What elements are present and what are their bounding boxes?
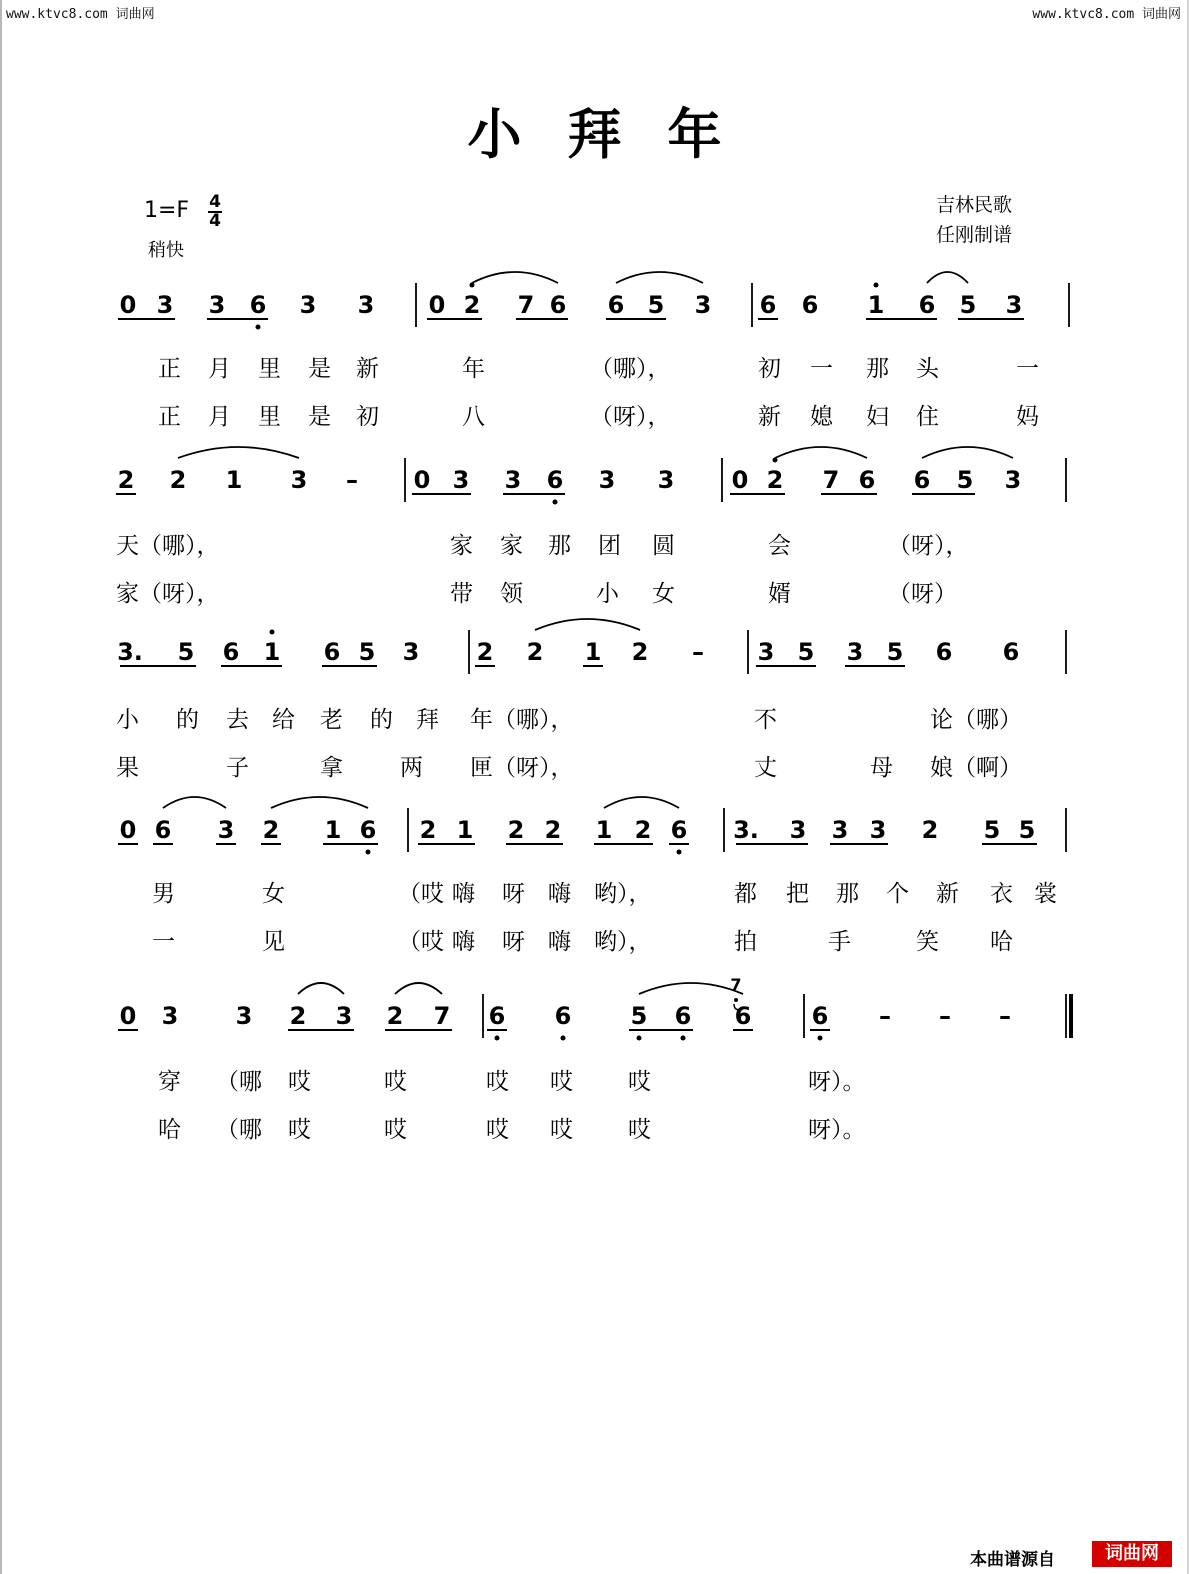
note: 2: [262, 816, 280, 844]
lyric-syllable: 呀: [502, 881, 525, 907]
lyric-syllable: 哎: [486, 1069, 509, 1095]
lyric-syllable: 哟），: [594, 881, 652, 907]
note: 3: [156, 291, 174, 319]
note: 2: [117, 466, 135, 494]
note: 6: [546, 466, 564, 494]
note: 3: [504, 466, 522, 494]
lyric-syllable: 家: [500, 533, 523, 559]
note: 0: [413, 466, 431, 494]
note: 2: [507, 816, 525, 844]
octave-dot-below: [495, 1036, 500, 1041]
lyric-syllable: 哎: [628, 1117, 651, 1143]
octave-dot-above: [470, 283, 475, 288]
note: 3: [757, 638, 775, 666]
octave-dot-above: [874, 283, 879, 288]
time-signature-top: 4: [209, 192, 221, 212]
lyric-syllable: 女: [262, 881, 285, 907]
octave-dot-below: [256, 325, 261, 330]
lyric-syllable: 娘（啊）: [930, 755, 1022, 781]
lyric-syllable: （哪: [216, 1069, 262, 1095]
note: 5: [630, 1002, 648, 1030]
note: 3: [831, 816, 849, 844]
note: 3: [598, 466, 616, 494]
slur: [163, 797, 226, 808]
lyric-syllable: 拍: [734, 929, 757, 955]
lyric-syllable: 女: [652, 581, 675, 607]
lyric-syllable: 给: [272, 707, 295, 733]
lyric-syllable: 住: [916, 404, 939, 430]
note: 6: [918, 291, 936, 319]
lyric-syllable: 一: [1016, 356, 1039, 382]
slur: [927, 272, 968, 283]
note: 5: [358, 638, 376, 666]
lyric-syllable: 哈: [158, 1117, 181, 1143]
note: 3: [694, 291, 712, 319]
octave-dot-below: [637, 1036, 642, 1041]
dash-note: –: [692, 638, 704, 666]
note: 2: [631, 638, 649, 666]
lyric-syllable: 一: [810, 356, 833, 382]
note: 6: [670, 816, 688, 844]
lyric-syllable: 那: [836, 881, 859, 907]
lyric-syllable: 果: [116, 755, 139, 781]
note: 3: [789, 816, 807, 844]
note: 6: [488, 1002, 506, 1030]
note: 3: [452, 466, 470, 494]
note: 6: [759, 291, 777, 319]
octave-dot-above: [773, 458, 778, 463]
note: 0: [731, 466, 749, 494]
note: 6: [249, 291, 267, 319]
lyric-syllable: 匣（呀），: [470, 755, 574, 781]
lyric-syllable: 老: [320, 707, 343, 733]
lyric-syllable: 小: [116, 707, 139, 733]
lyric-syllable: （呀），: [590, 404, 671, 430]
lyric-syllable: 哎: [628, 1069, 651, 1095]
lyric-syllable: 男: [152, 881, 175, 907]
credit-origin: 吉林民歌: [936, 194, 1013, 216]
note: 5: [1018, 816, 1036, 844]
note: 1: [595, 816, 613, 844]
lyric-syllable: 穿: [158, 1069, 181, 1095]
lyric-syllable: 团: [598, 533, 621, 559]
lyric-syllable: 哟），: [594, 929, 652, 955]
note: 6: [554, 1002, 572, 1030]
lyric-syllable: 八: [462, 404, 485, 430]
note: 1: [456, 816, 474, 844]
note: 3: [402, 638, 420, 666]
lyric-syllable: 衣: [990, 881, 1013, 907]
note: 1: [867, 291, 885, 319]
note: 6: [549, 291, 567, 319]
lyric-syllable: 嗨: [452, 929, 475, 955]
lyric-syllable: 那: [548, 533, 571, 559]
lyric-syllable: 不: [754, 707, 777, 733]
lyric-syllable: 丈: [754, 755, 777, 781]
note: 2: [766, 466, 784, 494]
lyric-syllable: 新: [758, 404, 781, 430]
note: 3: [1004, 466, 1022, 494]
note: 2: [526, 638, 544, 666]
note: 7: [433, 1002, 451, 1030]
lyric-syllable: 正: [158, 356, 181, 382]
time-signature-bottom: 4: [209, 211, 221, 231]
lyric-syllable: 婿: [768, 581, 791, 607]
note: 5: [177, 638, 195, 666]
lyric-syllable: 里: [258, 356, 281, 382]
note: 1: [584, 638, 602, 666]
lyric-syllable: 哎: [288, 1117, 311, 1143]
note: 5: [886, 638, 904, 666]
octave-dot-below: [553, 500, 558, 505]
lyric-syllable: 呀）。: [808, 1117, 866, 1143]
lyric-syllable: 圆: [652, 533, 675, 559]
lyric-syllable: （哎: [398, 929, 444, 955]
lyric-syllable: 哈: [990, 929, 1013, 955]
lyric-syllable: （哎: [398, 881, 444, 907]
octave-dot-above: [270, 630, 275, 635]
lyric-syllable: 头: [916, 356, 939, 382]
footer-source-logo: 词曲网: [1092, 1541, 1172, 1567]
note: 3: [290, 466, 308, 494]
lyric-syllable: 初: [356, 404, 379, 430]
watermark-left: www.ktvc8.com 词曲网: [6, 7, 155, 22]
grace-note: 7: [730, 975, 742, 994]
lyric-syllable: 哎: [550, 1117, 573, 1143]
footer-source-text: 本曲谱源自: [970, 1550, 1055, 1570]
note: 3: [657, 466, 675, 494]
note: 6: [607, 291, 625, 319]
note: 2: [419, 816, 437, 844]
credit-arranger: 任刚制谱: [936, 224, 1013, 246]
note: 0: [119, 1002, 137, 1030]
dash-note: –: [999, 1002, 1011, 1030]
lyric-syllable: 的: [370, 707, 393, 733]
note: 3: [869, 816, 887, 844]
dash-note: –: [346, 466, 358, 494]
lyric-syllable: 是: [308, 356, 331, 382]
lyric-syllable: 把: [786, 881, 809, 907]
lyric-syllable: 呀）。: [808, 1069, 866, 1095]
lyric-syllable: 月: [208, 356, 231, 382]
note: 6: [1002, 638, 1020, 666]
lyric-syllable: 嗨: [548, 881, 571, 907]
note: 3: [208, 291, 226, 319]
lyric-syllable: 呀: [502, 929, 525, 955]
note: 2: [544, 816, 562, 844]
note: 3: [846, 638, 864, 666]
note: 6: [858, 466, 876, 494]
watermark-right: www.ktvc8.com 词曲网: [1032, 7, 1181, 22]
note: 2: [386, 1002, 404, 1030]
note: 2: [921, 816, 939, 844]
lyric-syllable: 哎: [384, 1117, 407, 1143]
lyric-syllable: （呀）: [888, 581, 957, 607]
slur: [639, 983, 743, 994]
lyric-syllable: 带: [450, 581, 473, 607]
lyric-syllable: 家（呀），: [116, 581, 220, 607]
lyric-syllable: 妇: [866, 404, 889, 430]
slur: [616, 272, 703, 283]
lyric-syllable: 正: [158, 404, 181, 430]
tempo-marking: 稍快: [148, 240, 184, 261]
lyric-syllable: 去: [226, 707, 249, 733]
song-title: 小拜年: [467, 102, 768, 166]
note: 3: [357, 291, 375, 319]
note: 3.: [117, 638, 143, 666]
lyric-syllable: 两: [400, 755, 423, 781]
note: 2: [634, 816, 652, 844]
lyric-syllable: 拿: [320, 755, 343, 781]
slur: [535, 619, 640, 630]
lyric-syllable: 笑: [916, 929, 939, 955]
lyric-syllable: 哎: [486, 1117, 509, 1143]
lyric-syllable: 新: [936, 881, 959, 907]
lyric-syllable: 小: [596, 581, 619, 607]
lyric-syllable: 领: [500, 581, 523, 607]
note: 0: [119, 816, 137, 844]
lyric-syllable: 裳: [1034, 881, 1057, 907]
note: 7: [822, 466, 840, 494]
grace-note-dot: [734, 998, 738, 1002]
note: 5: [956, 466, 974, 494]
slur: [472, 272, 558, 283]
note: 2: [476, 638, 494, 666]
note: 6: [154, 816, 172, 844]
note: 1: [225, 466, 243, 494]
note: 3.: [733, 816, 759, 844]
note: 7: [517, 291, 535, 319]
lyric-syllable: 个: [886, 881, 909, 907]
note: 3: [217, 816, 235, 844]
note: 2: [463, 291, 481, 319]
lyric-syllable: 年: [462, 356, 485, 382]
lyric-syllable: 母: [870, 755, 893, 781]
lyric-syllable: 哎: [550, 1069, 573, 1095]
lyric-syllable: 子: [226, 755, 249, 781]
slur: [922, 447, 1013, 458]
lyric-syllable: 都: [734, 881, 757, 907]
note: 3: [335, 1002, 353, 1030]
lyric-syllable: 家: [450, 533, 473, 559]
lyric-syllable: 那: [866, 356, 889, 382]
note: 0: [428, 291, 446, 319]
note: 5: [647, 291, 665, 319]
dash-note: –: [939, 1002, 951, 1030]
lyric-syllable: 里: [258, 404, 281, 430]
octave-dot-below: [677, 850, 682, 855]
lyric-syllable: 是: [308, 404, 331, 430]
dash-note: –: [879, 1002, 891, 1030]
note: 6: [913, 466, 931, 494]
lyric-syllable: 的: [176, 707, 199, 733]
note: 3: [235, 1002, 253, 1030]
lyric-syllable: 哎: [288, 1069, 311, 1095]
octave-dot-below: [681, 1036, 686, 1041]
lyric-syllable: 手: [828, 929, 851, 955]
note: 1: [263, 638, 281, 666]
lyric-syllable: 嗨: [452, 881, 475, 907]
note: 6: [323, 638, 341, 666]
lyric-syllable: 哎: [384, 1069, 407, 1095]
lyric-syllable: 拜: [416, 707, 439, 733]
lyric-syllable: 新: [356, 356, 379, 382]
slur: [298, 983, 344, 994]
note: 6: [359, 816, 377, 844]
lyric-syllable: （哪: [216, 1117, 262, 1143]
lyric-syllable: 论（哪）: [930, 707, 1022, 733]
note: 1: [324, 816, 342, 844]
slur: [178, 447, 299, 458]
octave-dot-below: [561, 1036, 566, 1041]
octave-dot-below: [366, 850, 371, 855]
slur: [395, 983, 442, 994]
lyric-syllable: 年（哪），: [470, 707, 574, 733]
lyric-syllable: 天（哪），: [116, 533, 220, 559]
slur: [271, 797, 368, 808]
lyric-syllable: 一: [152, 929, 175, 955]
lyric-syllable: 妈: [1016, 404, 1039, 430]
note: 6: [222, 638, 240, 666]
note: 3: [161, 1002, 179, 1030]
lyric-syllable: 媳: [810, 404, 833, 430]
note: 5: [797, 638, 815, 666]
lyric-syllable: （哪），: [590, 356, 671, 382]
note: 6: [811, 1002, 829, 1030]
lyric-syllable: 见: [262, 929, 285, 955]
note: 0: [119, 291, 137, 319]
note: 6: [801, 291, 819, 319]
note: 5: [959, 291, 977, 319]
slur: [775, 447, 867, 458]
slur: [604, 797, 679, 808]
note: 2: [289, 1002, 307, 1030]
lyric-syllable: （呀），: [888, 533, 969, 559]
key-signature: 1=F: [144, 198, 190, 223]
note: 6: [734, 1002, 752, 1030]
note: 3: [299, 291, 317, 319]
note: 2: [169, 466, 187, 494]
lyric-syllable: 会: [768, 533, 791, 559]
octave-dot-below: [818, 1036, 823, 1041]
note: 6: [935, 638, 953, 666]
lyric-syllable: 月: [208, 404, 231, 430]
note: 3: [1005, 291, 1023, 319]
note: 5: [983, 816, 1001, 844]
lyric-syllable: 初: [758, 356, 781, 382]
note: 6: [674, 1002, 692, 1030]
lyric-syllable: 嗨: [548, 929, 571, 955]
